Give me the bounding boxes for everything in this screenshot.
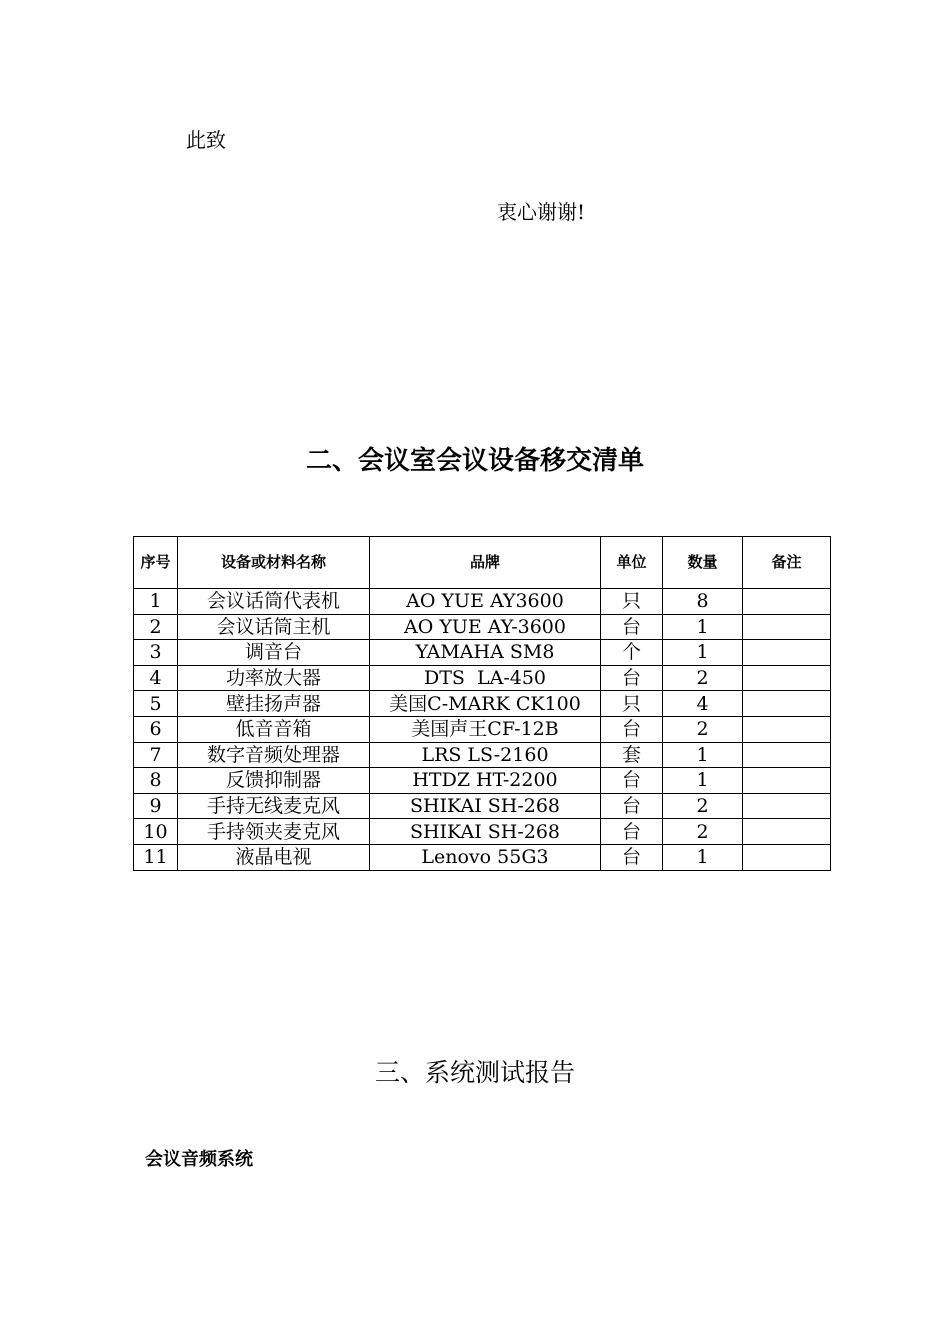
cell-qty: 1 xyxy=(663,614,743,640)
table-row xyxy=(134,691,831,717)
cell-unit: 台 xyxy=(601,665,663,691)
cell-qty: 2 xyxy=(663,793,743,819)
cell-unit: 台 xyxy=(601,793,663,819)
table-row xyxy=(134,742,831,768)
cell-no: 10 xyxy=(134,819,178,845)
cell-brand: SHIKAI SH-268 xyxy=(370,793,601,819)
cell-note xyxy=(743,742,831,768)
cell-brand: SHIKAI SH-268 xyxy=(370,819,601,845)
header-no: 序号 xyxy=(134,537,178,589)
cell-note xyxy=(743,640,831,666)
header-note: 备注 xyxy=(743,537,831,589)
table-row xyxy=(134,640,831,666)
cell-unit: 台 xyxy=(601,716,663,742)
cell-no: 6 xyxy=(134,716,178,742)
cell-brand: AO YUE AY-3600 xyxy=(370,614,601,640)
table-row xyxy=(134,793,831,819)
table-row xyxy=(134,716,831,742)
cell-qty: 1 xyxy=(663,768,743,794)
cell-qty: 1 xyxy=(663,844,743,870)
table-row xyxy=(134,665,831,691)
cell-name: 数字音频处理器 xyxy=(178,742,370,768)
letter-closing: 衷心谢谢! xyxy=(497,200,586,224)
cell-brand: DTS LA-450 xyxy=(370,665,601,691)
cell-name: 液晶电视 xyxy=(178,844,370,870)
cell-qty: 1 xyxy=(663,742,743,768)
cell-unit: 套 xyxy=(601,742,663,768)
cell-qty: 2 xyxy=(663,819,743,845)
cell-no: 1 xyxy=(134,589,178,615)
cell-name: 手持无线麦克风 xyxy=(178,793,370,819)
cell-unit: 台 xyxy=(601,819,663,845)
cell-name: 壁挂扬声器 xyxy=(178,691,370,717)
cell-no: 4 xyxy=(134,665,178,691)
cell-no: 9 xyxy=(134,793,178,819)
cell-brand: 美国C-MARK CK100 xyxy=(370,691,601,717)
cell-note xyxy=(743,716,831,742)
cell-note xyxy=(743,691,831,717)
cell-no: 7 xyxy=(134,742,178,768)
header-qty: 数量 xyxy=(663,537,743,589)
cell-no: 3 xyxy=(134,640,178,666)
cell-brand: AO YUE AY3600 xyxy=(370,589,601,615)
header-brand: 品牌 xyxy=(370,537,601,589)
section-2-title: 二、会议室会议设备移交清单 xyxy=(305,446,644,476)
cell-note xyxy=(743,768,831,794)
cell-note xyxy=(743,819,831,845)
table-row xyxy=(134,768,831,794)
cell-qty: 2 xyxy=(663,665,743,691)
cell-note xyxy=(743,589,831,615)
table-row xyxy=(134,589,831,615)
table-row xyxy=(134,819,831,845)
cell-note xyxy=(743,614,831,640)
cell-qty: 2 xyxy=(663,716,743,742)
cell-unit: 只 xyxy=(601,691,663,717)
cell-no: 11 xyxy=(134,844,178,870)
cell-unit: 只 xyxy=(601,589,663,615)
cell-unit: 个 xyxy=(601,640,663,666)
cell-name: 会议话筒主机 xyxy=(178,614,370,640)
cell-unit: 台 xyxy=(601,768,663,794)
cell-name: 反馈抑制器 xyxy=(178,768,370,794)
cell-name: 功率放大器 xyxy=(178,665,370,691)
cell-qty: 8 xyxy=(663,589,743,615)
table-row xyxy=(134,614,831,640)
header-unit: 单位 xyxy=(601,537,663,589)
cell-note xyxy=(743,665,831,691)
cell-qty: 1 xyxy=(663,640,743,666)
cell-brand: Lenovo 55G3 xyxy=(370,844,601,870)
cell-brand: 美国声王CF-12B xyxy=(370,716,601,742)
header-name: 设备或材料名称 xyxy=(178,537,370,589)
cell-brand: YAMAHA SM8 xyxy=(370,640,601,666)
equipment-handover-table xyxy=(133,536,831,871)
cell-name: 低音音箱 xyxy=(178,716,370,742)
cell-no: 8 xyxy=(134,768,178,794)
cell-brand: HTDZ HT-2200 xyxy=(370,768,601,794)
cell-name: 手持领夹麦克风 xyxy=(178,819,370,845)
section-3-title: 三、系统测试报告 xyxy=(374,1058,575,1087)
cell-unit: 台 xyxy=(601,614,663,640)
cell-brand: LRS LS-2160 xyxy=(370,742,601,768)
subsection-heading: 会议音频系统 xyxy=(145,1149,253,1170)
cell-note xyxy=(743,844,831,870)
table-header-row xyxy=(134,537,831,589)
cell-no: 2 xyxy=(134,614,178,640)
cell-qty: 4 xyxy=(663,691,743,717)
cell-no: 5 xyxy=(134,691,178,717)
letter-salutation: 此致 xyxy=(186,128,226,152)
cell-unit: 台 xyxy=(601,844,663,870)
cell-note xyxy=(743,793,831,819)
table-row xyxy=(134,844,831,870)
cell-name: 调音台 xyxy=(178,640,370,666)
cell-name: 会议话筒代表机 xyxy=(178,589,370,615)
